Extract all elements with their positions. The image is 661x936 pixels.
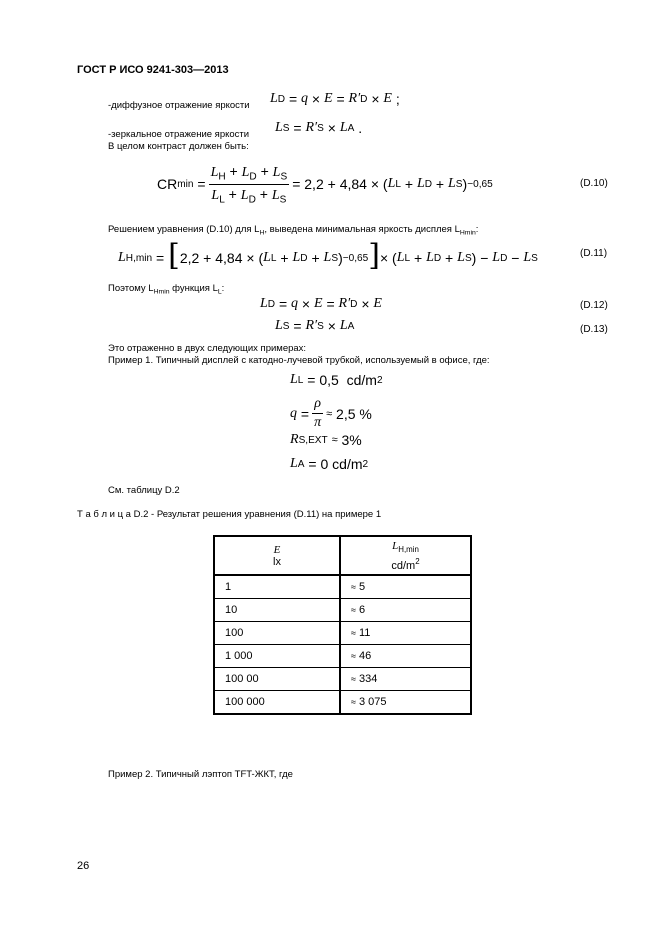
reflected-text: Это отраженно в двух следующих примерах:: [108, 343, 307, 354]
specular-reflection-formula: L S = R′ S × L A .: [275, 120, 363, 136]
column-header-luminance: $L_{H,min}$ $cd/m^2$: [340, 536, 471, 575]
table-row: [214, 691, 471, 715]
therefore-text: Поэтому $L_{Hmin}$ функция $L_L$:: [108, 283, 225, 296]
diffuse-reflection-formula: L D = q × E = R′ D × E ;: [270, 91, 400, 107]
equation-number-d13: (D.13): [580, 324, 608, 335]
table-row: [214, 575, 471, 599]
cell-luminance: ≈ 5: [340, 575, 471, 599]
example-1-la: L A = 0 cd/m 2: [290, 456, 369, 472]
document-header: ГОСТ Р ИСО 9241-303—2013: [77, 64, 229, 76]
cell-illuminance: 100 00: [214, 668, 340, 691]
table-row: [214, 599, 471, 622]
page-number: 26: [77, 860, 90, 872]
equation-number-d11: (D.11): [580, 248, 608, 259]
example-1-text: Пример 1. Типичный дисплей с катодно-лучевой трубкой, используемый в офисе, где:: [108, 355, 490, 366]
example-1-rs-ext: R S,EXT ≈ 3%: [290, 432, 362, 448]
equation-d13: L S = R′ S × L A: [275, 318, 355, 334]
equation-d10: CR min = $\frac{L_H + L_D + L_S}{L_L + L_D + L_S}$ = 2,2 + 4,84 × ( L L + L D + L S ) −0,65: [157, 163, 493, 206]
table-row: [214, 645, 471, 668]
equation-number-d10: (D.10): [580, 178, 608, 189]
cell-illuminance: 100: [214, 622, 340, 645]
table-caption: Т а б л и ц а D.2 - Результат решения уравнения (D.11) на примере 1: [77, 509, 382, 520]
example-2-text: Пример 2. Типичный лэптоп TFT-ЖКТ, где: [108, 769, 293, 780]
cell-luminance: ≈ 334: [340, 668, 471, 691]
cell-illuminance: 1: [214, 575, 340, 599]
solution-text: Решением уравнения (D.10) для $L_H$, выведена минимальная яркость дисплея $L_{Hmin}$:: [108, 224, 479, 237]
cell-luminance: ≈ 6: [340, 599, 471, 622]
example-1-ll: L L = 0,5 cd/m 2: [290, 372, 383, 388]
cell-illuminance: 100 000: [214, 691, 340, 715]
equation-d11: L H,min = [ 2,2 + 4,84 × ( L L + L D + L S ) −0,65 ] × ( L L + L D + L S ) − L D − L S: [118, 238, 538, 273]
cell-luminance: ≈ 46: [340, 645, 471, 668]
table-row: [214, 622, 471, 645]
cell-luminance: ≈ 11: [340, 622, 471, 645]
column-header-illuminance: E lx: [214, 536, 340, 575]
equation-number-d12: (D.12): [580, 300, 608, 311]
overall-contrast-text: В целом контраст должен быть:: [108, 141, 249, 152]
diffuse-reflection-label: -диффузное отражение яркости: [108, 100, 250, 111]
example-1-q: q = $\frac{\rho}{\pi}$ ≈ 2,5 %: [290, 396, 372, 430]
specular-reflection-label: -зеркальное отражение яркости: [108, 129, 250, 140]
see-table-text: См. таблицу D.2: [108, 485, 180, 496]
table-header-row: [214, 536, 471, 575]
table-row: [214, 668, 471, 691]
cell-illuminance: 10: [214, 599, 340, 622]
results-table: [213, 535, 472, 715]
equation-d12: L D = q × E = R′ D × E: [260, 296, 382, 312]
cell-luminance: ≈ 3 075: [340, 691, 471, 715]
cell-illuminance: 1 000: [214, 645, 340, 668]
